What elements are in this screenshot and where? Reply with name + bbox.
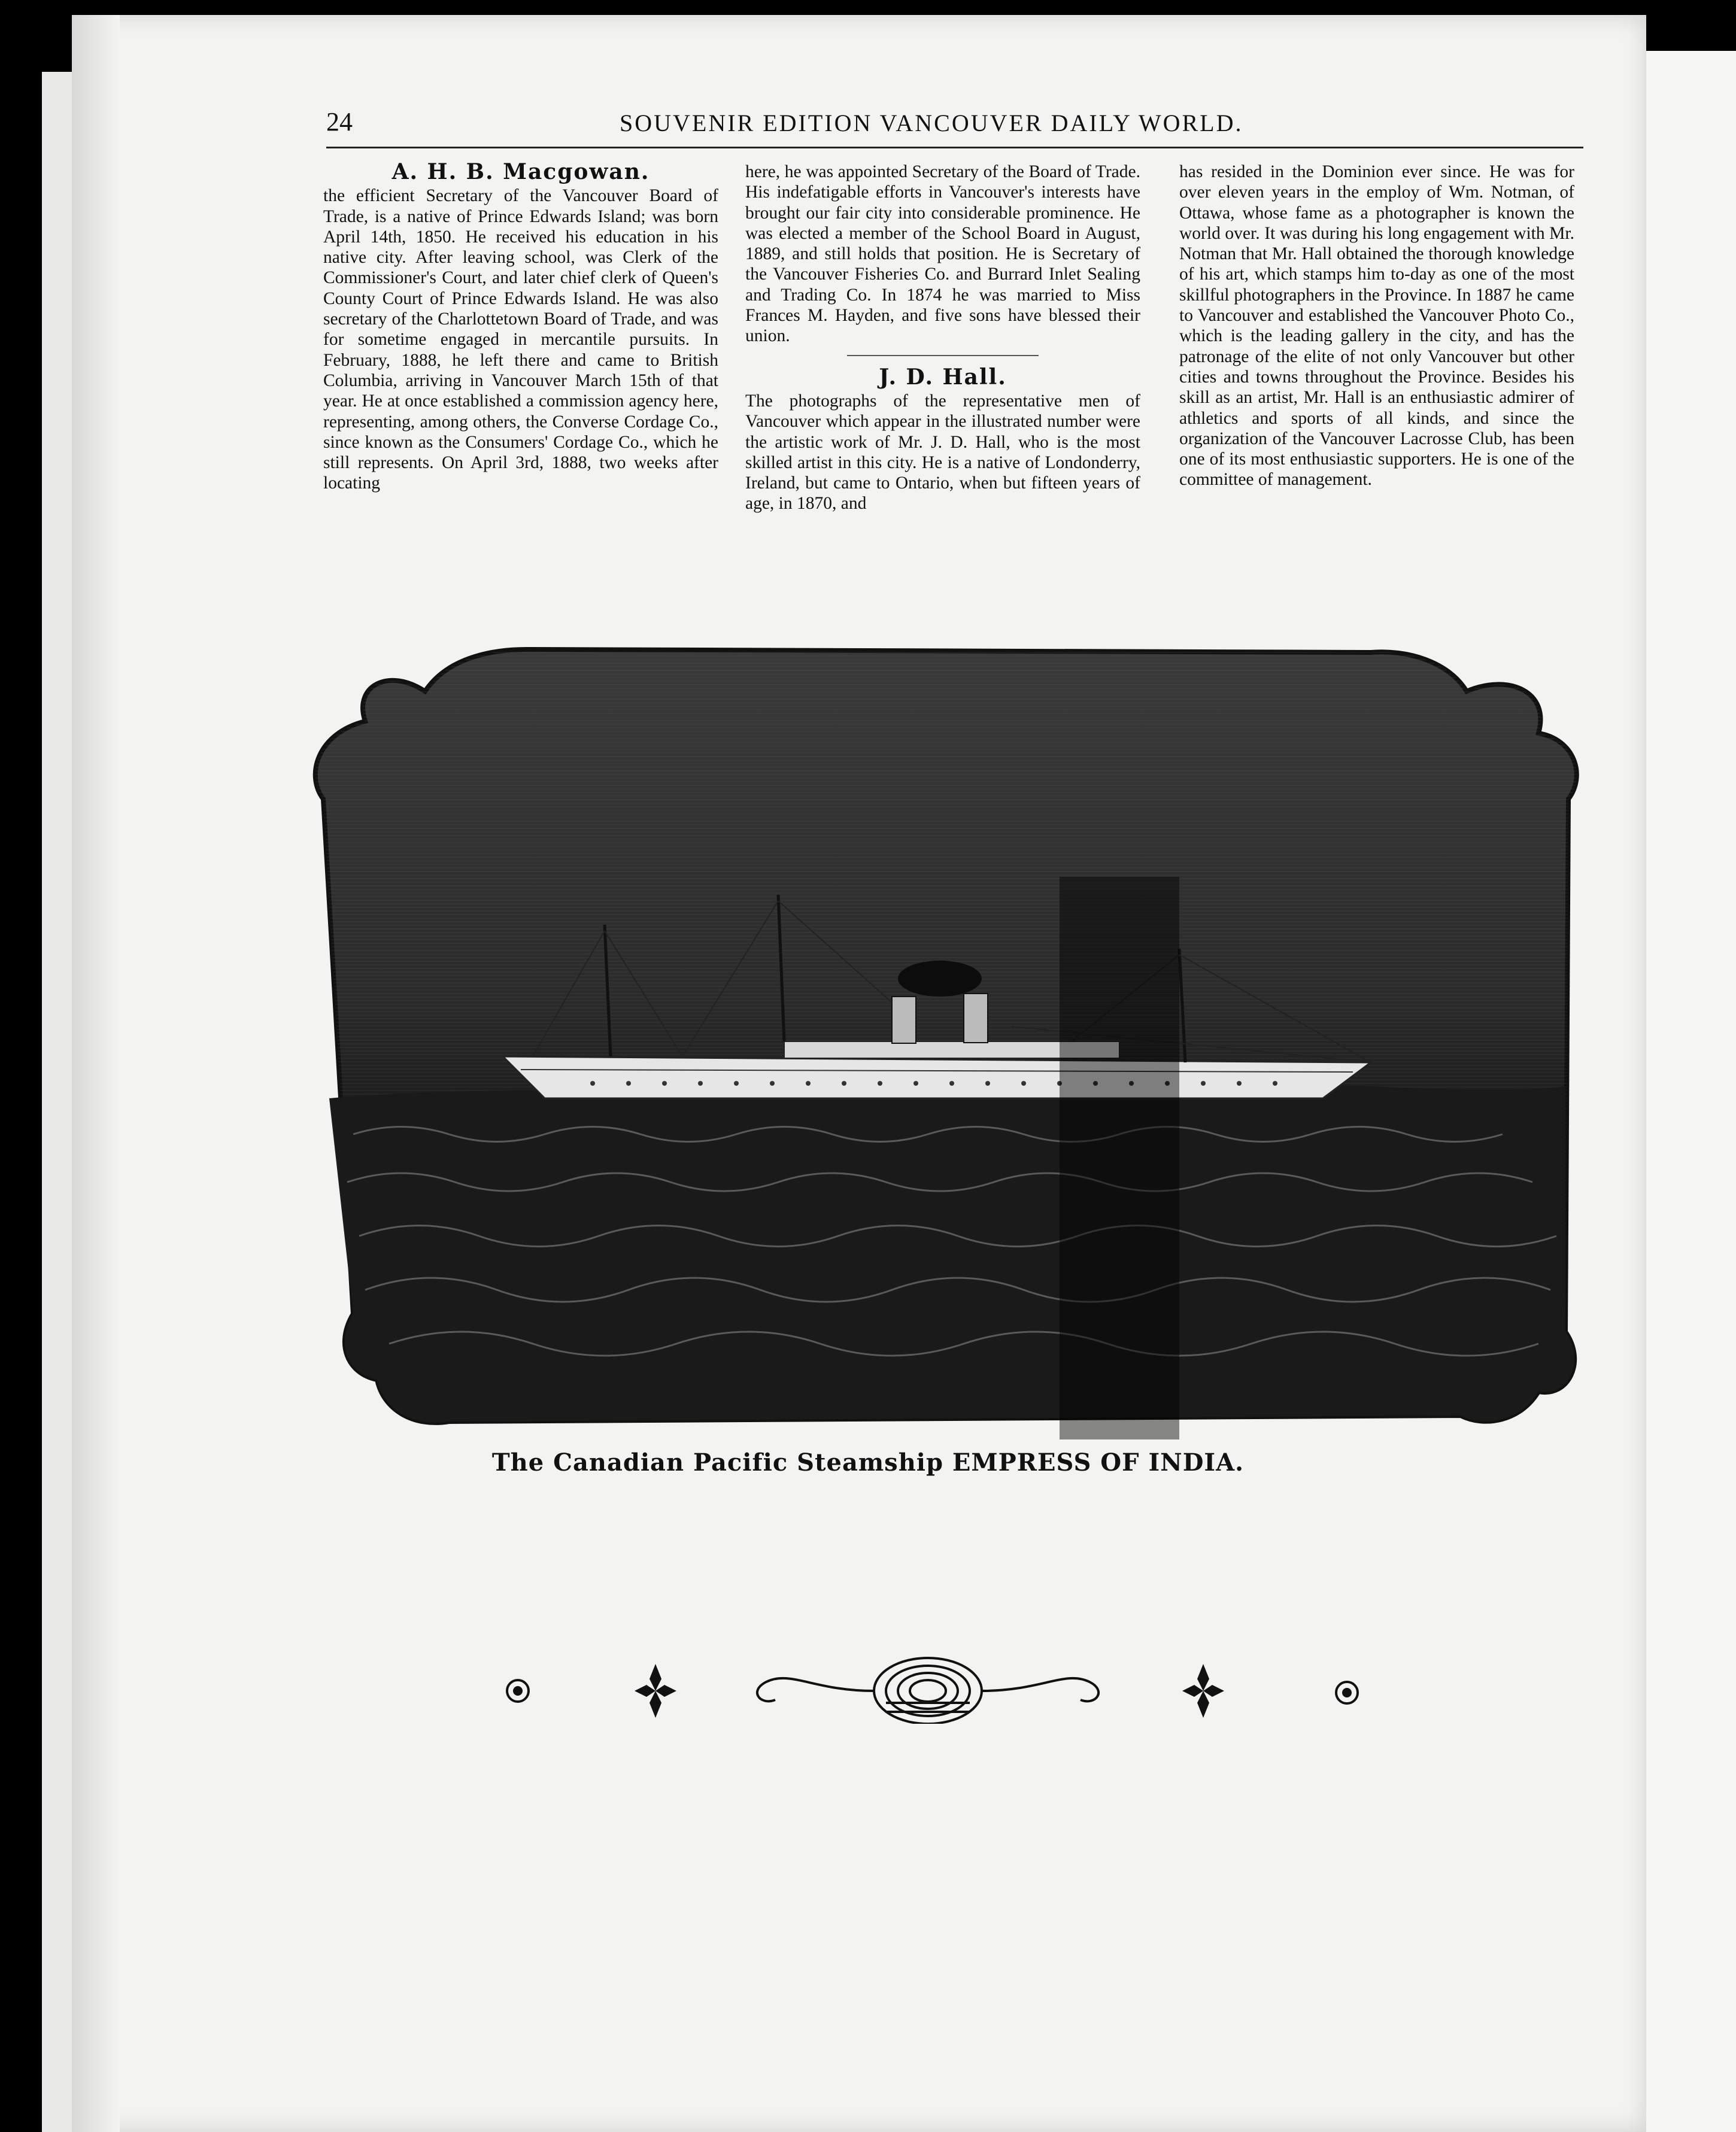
article-body-hall-part2: has resided in the Dominion ever since. He was for over eleven years in the employ of Wm. Notman, of Ottawa, whose fame as a photographer is known the world over. It was during his long engagement with Mr. Notman that Mr. Hall obtained the thorough knowledge of his art, which stamps him to-day as one of the most skillful photographers in the Province. In 1887 he came to Vancouver and established the Vancouver Photo Co., which is the leading gallery in the city, and has the patronage of the elite of not only Vancouver but other cities and towns throughout the Province. Besides his skill as an artist, Mr. Hall is an enthusiastic admirer of athletics and sports of all kinds, and since the organization of the Vancouver Lacrosse Club, has been one of its most enthusiastic supporters. He is one of the committee of management. <box>1179 162 1574 490</box>
page-number: 24 <box>326 107 353 136</box>
article-body-macgowan-part2: here, he was appointed Secretary of the Board of Trade. His indefatigable efforts in Vancouver's interests have brought our fair city into considerable prominence. He was elected a member of the School Board in August, 1889, and still holds that position. He is Secretary of the Vancouver Fisheries Co. and Burrard Inlet Sealing and Trading Co. In 1874 he was married to Miss Frances M. Hayden, and five sons have blessed their union. <box>745 162 1140 346</box>
decorative-ornament-row <box>479 1616 1377 1724</box>
facing-page <box>1643 51 1736 2132</box>
scroll-medallion-icon <box>757 1658 1098 1724</box>
article-body-macgowan-part1: the efficient Secretary of the Vancouver Board of Trade, is a native of Prince Edwards Island; was born April 14th, 1850. He received his education in his native city. After leaving school, was Clerk of the Commissioner's Court, and later chief clerk of Queen's County Court of Prince Edwards Island. He was also secretary of the Charlottetown Board of Trade, and was for sometime engaged in mercantile pursuits. In February, 1888, he left there and came to British Columbia, arriving in Vancouver March 15th of that year. He at once established a commission agency here, representing, among others, the Converse Cordage Co., since known as the Consumers' Cordage Co., which he still represents. On April 3rd, 1888, two weeks after locating <box>323 186 718 493</box>
sea <box>329 1083 1574 1423</box>
column-1 <box>323 159 718 494</box>
page-stack-edge <box>42 72 75 2132</box>
article-headline-hall: J. D. Hall. <box>879 364 1007 390</box>
ship-funnel-1 <box>892 997 916 1043</box>
page-header <box>326 107 1583 138</box>
column-2 <box>745 162 1140 514</box>
star-flourish-icon-right <box>1182 1664 1224 1718</box>
scan-shadow <box>1060 877 1179 1439</box>
masthead-title: SOUVENIR EDITION VANCOUVER DAILY WORLD. <box>620 110 1243 136</box>
article-divider <box>847 355 1039 356</box>
rosette-icon-left <box>507 1680 529 1702</box>
funnel-smoke <box>898 961 982 997</box>
star-flourish-icon-left <box>635 1664 676 1718</box>
article-body-hall-part1: The photographs of the representative men of Vancouver which appear in the illustrated number were the artistic work of Mr. J. D. Hall, who is the most skilled artist in this city. He is a native of Londonderry, Ireland, but came to Ontario, when but fifteen years of age, in 1870, and <box>745 391 1140 514</box>
page-gutter-shadow <box>72 15 120 2132</box>
header-rule <box>326 147 1583 148</box>
ship-hull <box>503 1056 1371 1098</box>
rosette-icon-right <box>1336 1682 1358 1703</box>
article-headline-macgowan: A. H. B. Macgowan. <box>391 159 650 184</box>
column-3 <box>1179 162 1574 490</box>
steamship-engraving <box>293 643 1598 1439</box>
illustration-caption: The Canadian Pacific Steamship EMPRESS OF INDIA. <box>491 1448 1245 1477</box>
ship-funnel-2 <box>964 994 988 1043</box>
